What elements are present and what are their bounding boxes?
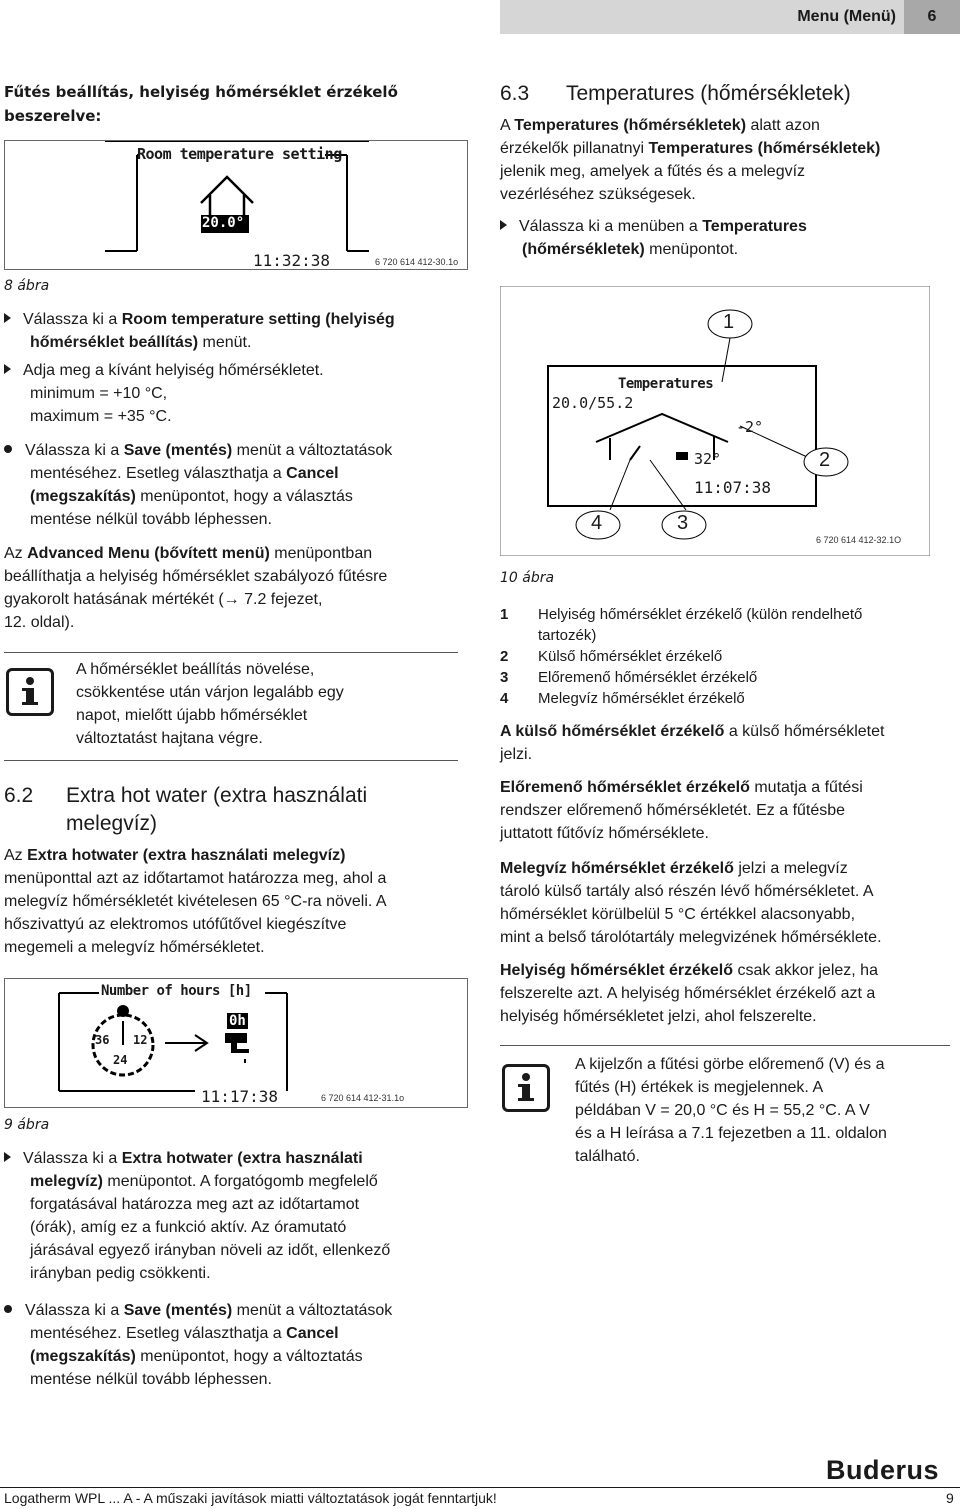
info-rule-top xyxy=(4,652,458,653)
arrow-bullet-icon xyxy=(4,1152,11,1162)
footer-text: Logatherm WPL ... A - A műszaki javítások miatti változtatások jogát fenntartjuk! xyxy=(4,1490,497,1506)
figure-9 xyxy=(4,978,468,1108)
info-icon xyxy=(6,668,54,716)
lcd-hw-temp: 32° xyxy=(694,450,722,468)
info-rule-bottom xyxy=(4,760,458,761)
section-heading: Extra hot water (extra használati melegvíz) xyxy=(66,784,368,835)
info-note: A kijelzőn a fűtési görbe előremenő (V) és a fűtés (H) értékek is megjelennek. A példában V = 20,0 °C és H = 55,2 °C. A V és a H leírása a 7.1 fejezetben a 11. oldalon található. xyxy=(575,1056,887,1165)
section-heading: Temperatures (hőmérsékletek) xyxy=(566,82,851,105)
dial-label-12: 12 xyxy=(133,1033,148,1047)
figure-caption: 9 ábra xyxy=(4,1117,50,1133)
lcd-title: Number of hours [h] xyxy=(101,983,252,999)
intro-paragraph: A Temperatures (hőmérsékletek) alatt azon érzékelők pillanatnyi Temperatures (hőmérsékletek) jelenik meg, amelyek a fűtés és a melegvíz vezérléséhez szükségesek. xyxy=(500,117,881,203)
callout-4: 4 xyxy=(591,512,603,534)
section-number: 6.3 xyxy=(500,82,530,105)
page-number: 9 xyxy=(946,1490,954,1506)
list-item: Adja meg a kívánt helyiség hőmérsékletet. minimum = +10 °C, maximum = +35 °C. xyxy=(4,359,474,428)
section-number: 6.2 xyxy=(4,784,34,807)
brand-logo: Buderus xyxy=(826,1455,940,1485)
figure-caption: 8 ábra xyxy=(4,278,50,294)
page-header xyxy=(0,0,960,36)
chapter-number: 6 xyxy=(904,0,960,34)
advanced-paragraph: Az Advanced Menu (bővített menü) menüpontban beállíthatja a helyiség hőmérséklet szabályozó fűtésre gyakorolt hatásának mértékét (→ 7.2 fejezet, 12. oldal). xyxy=(4,545,388,631)
arrow-bullet-icon xyxy=(4,313,11,323)
footer-rule xyxy=(0,1487,960,1488)
info-rule-top xyxy=(500,1045,950,1046)
lcd-title: Temperatures xyxy=(618,376,714,392)
arrow-bullet-icon xyxy=(4,364,11,374)
list-item: Válassza ki a Extra hotwater (extra használati melegvíz) menüpontot. A forgatógomb megfelelő forgatásával határozza meg azt az időtartamot (órák), amíg ez a funkció aktív. Az óramutató járásával egyező irányban növeli az időt, ellenkező irányban pedig csökkenti. xyxy=(4,1147,474,1285)
header-title: Menu (Menü) xyxy=(797,8,896,25)
lcd-hours-value: 0h xyxy=(229,1013,246,1029)
list-item: Válassza ki a menüben a Temperatures (hőmérsékletek) menüpontot. xyxy=(500,215,960,261)
callout-1: 1 xyxy=(723,311,735,333)
lcd-outdoor-temp: -2° xyxy=(736,418,764,436)
paragraph-hotwater: Melegvíz hőmérséklet érzékelő jelzi a melegvíz tároló külső tartály alsó részén lévő hőmérsékletet. A hőmérséklet körülbelül 5 °C értékkel alacsonyabb, mint a belső tárolótartály melegvizének hőmérséklete. xyxy=(500,860,882,946)
lcd-time: 11:17:38 xyxy=(201,1087,279,1106)
legend-item: 3 Előremenő hőmérséklet érzékelő xyxy=(500,669,758,686)
legend-item: tartozék) xyxy=(538,627,597,644)
dial-label-24: 24 xyxy=(113,1053,128,1067)
list-item: Válassza ki a Save (mentés) menüt a változtatások mentéséhez. Esetleg választhatja a Cancel (megszakítás) menüpontot, hogy a választás mentése nélkül tovább léphessen. xyxy=(4,439,474,531)
paragraph-room: Helyiség hőmérséklet érzékelő csak akkor jelez, ha felszerelte azt. A helyiség hőmérséklet érzékelő azt a helyiség hőmérsékletet jelzi, ahol felszerelte. xyxy=(500,962,878,1025)
dot-bullet-icon xyxy=(4,445,12,453)
figure-legend xyxy=(500,604,960,709)
figure-caption: 10 ábra xyxy=(500,570,555,586)
section-subtitle: Fűtés beállítás, helyiség hőmérséklet érzékelő beszerelve: xyxy=(4,83,398,125)
extra-paragraph: Az Extra hotwater (extra használati melegvíz) menüponttal azt az időtartamot határozza meg, ahol a melegvíz hőmérsékletét kivételesen 65 °C-ra növeli. A hőszivattyú az elektromos utófűtővel kiegészítve megemeli a melegvíz hőmérsékletet. xyxy=(4,847,387,956)
callout-3: 3 xyxy=(677,512,689,534)
arrow-bullet-icon xyxy=(500,220,507,230)
lcd-title: Room temperature setting xyxy=(137,145,342,163)
legend-item: 4 Melegvíz hőmérséklet érzékelő xyxy=(500,690,745,707)
dial-label-36: 36 xyxy=(95,1033,110,1047)
lcd-temp-value: 20.0° xyxy=(202,215,245,231)
info-note: A hőmérséklet beállítás növelése, csökkentése után várjon legalább egy napot, mielőtt újabb hőmérséklet változtatást hajtana végre. xyxy=(76,661,344,747)
temperatures-display xyxy=(500,286,930,556)
callout-2: 2 xyxy=(819,449,831,471)
legend-item: 1 Helyiség hőmérséklet érzékelő (külön rendelhető xyxy=(500,606,863,623)
list-item: Válassza ki a Save (mentés) menüt a változtatások mentéséhez. Esetleg választhatja a Cancel (megszakítás) menüpontot, hogy a változtatás mentése nélkül tovább léphessen. xyxy=(4,1299,474,1391)
figure-code: 6 720 614 412-31.1o xyxy=(321,1093,405,1103)
legend-item: 2 Külső hőmérséklet érzékelő xyxy=(500,648,723,665)
figure-code: 6 720 614 412-32.1O xyxy=(816,535,902,545)
paragraph-outdoor: A külső hőmérséklet érzékelő a külső hőmérsékletet jelzi. xyxy=(500,723,885,763)
info-icon xyxy=(502,1064,550,1112)
paragraph-flow: Előremenő hőmérséklet érzékelő mutatja a fűtési rendszer előremenő hőmérsékletét. Ez a fűtésbe juttatott fűtővíz hőmérséklete. xyxy=(500,779,863,842)
list-item: Válassza ki a Room temperature setting (helyiség hőmérséklet beállítás) menüt. xyxy=(4,308,474,354)
lcd-time: 11:32:38 xyxy=(253,251,331,270)
lcd-curve-values: 20.0/55.2 xyxy=(552,394,634,412)
figure-8 xyxy=(4,140,468,270)
figure-code: 6 720 614 412-30.1o xyxy=(375,257,459,267)
dot-bullet-icon xyxy=(4,1305,12,1313)
figure-10 xyxy=(500,286,930,556)
lcd-time: 11:07:38 xyxy=(694,478,772,497)
